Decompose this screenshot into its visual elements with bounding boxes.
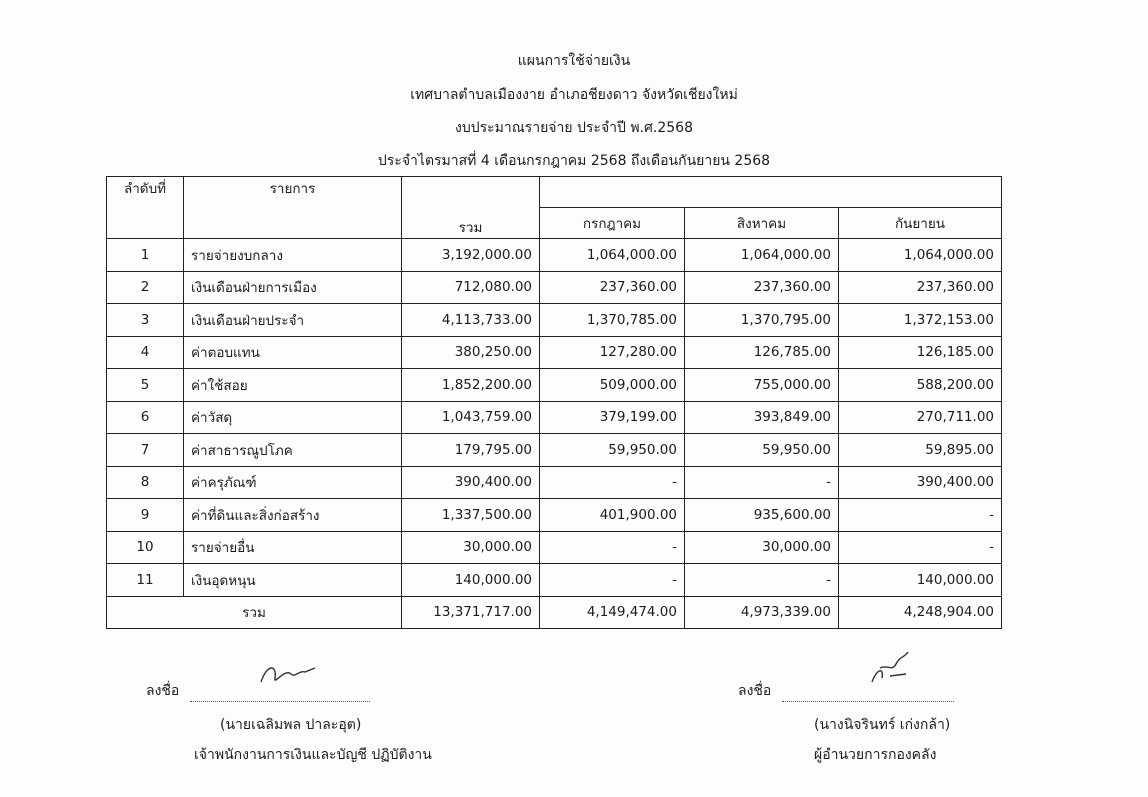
row-september: 59,895.00: [839, 434, 1002, 467]
row-item: เงินอุดหนุน: [184, 564, 402, 597]
row-august: 755,000.00: [685, 369, 839, 402]
document-title: แผนการใช้จ่ายเงิน: [517, 53, 631, 69]
row-august: -: [685, 564, 839, 597]
row-number: 2: [107, 271, 184, 304]
row-item: ค่าวัสดุ: [184, 401, 402, 434]
summary-label: รวม: [107, 596, 402, 628]
organization-line: เทศบาลตำบลเมืองงาย อำเภอชียงดาว จังหวัดเชียงใหม่: [410, 87, 738, 103]
row-september: 390,400.00: [839, 466, 1002, 499]
row-item: ค่าที่ดินและสิ่งก่อสร้าง: [184, 499, 402, 532]
table-row: [107, 336, 1002, 369]
right-signature-dots: [782, 701, 954, 702]
row-september: -: [839, 499, 1002, 532]
row-number: 5: [107, 369, 184, 402]
table-row: [107, 271, 1002, 304]
header-months-group: [540, 177, 1002, 208]
row-july: -: [540, 466, 685, 499]
row-total: 1,337,500.00: [402, 499, 540, 532]
row-september: 270,711.00: [839, 401, 1002, 434]
left-signer-name: (นายเฉลิมพล ปาละอุต): [220, 717, 362, 733]
summary-total: 13,371,717.00: [402, 596, 540, 628]
table-row: [107, 499, 1002, 532]
row-august: 30,000.00: [685, 531, 839, 564]
table-row: [107, 434, 1002, 467]
row-number: 10: [107, 531, 184, 564]
summary-september: 4,248,904.00: [839, 596, 1002, 628]
left-handwritten-signature: [255, 660, 325, 690]
right-handwritten-signature: [862, 646, 922, 690]
row-july: 1,370,785.00: [540, 304, 685, 337]
row-july: 379,199.00: [540, 401, 685, 434]
row-item: ค่าครุภัณฑ์: [184, 466, 402, 499]
row-total: 179,795.00: [402, 434, 540, 467]
row-item: รายจ่ายอื่น: [184, 531, 402, 564]
row-august: -: [685, 466, 839, 499]
header-no: ลำดับที่: [107, 177, 184, 239]
header-july: กรกฎาคม: [540, 208, 685, 239]
row-total: 3,192,000.00: [402, 239, 540, 272]
row-total: 1,043,759.00: [402, 401, 540, 434]
left-sign-label: ลงชื่อ: [146, 683, 180, 699]
row-number: 3: [107, 304, 184, 337]
row-august: 237,360.00: [685, 271, 839, 304]
row-total: 30,000.00: [402, 531, 540, 564]
table-row: [107, 304, 1002, 337]
summary-august: 4,973,339.00: [685, 596, 839, 628]
row-july: 401,900.00: [540, 499, 685, 532]
header-total: รวม: [402, 177, 540, 239]
row-july: 127,280.00: [540, 336, 685, 369]
row-september: 588,200.00: [839, 369, 1002, 402]
row-number: 6: [107, 401, 184, 434]
summary-row: [107, 596, 1002, 628]
table-row: [107, 401, 1002, 434]
row-august: 126,785.00: [685, 336, 839, 369]
row-number: 4: [107, 336, 184, 369]
period-line: ประจำไตรมาสที่ 4 เดือนกรกฎาคม 2568 ถึงเดือนกันยายน 2568: [377, 153, 771, 169]
left-signer-position: เจ้าพนักงานการเงินและบัญชี ปฏิบัติงาน: [194, 747, 432, 763]
table-row: [107, 239, 1002, 272]
row-september: -: [839, 531, 1002, 564]
row-august: 393,849.00: [685, 401, 839, 434]
row-july: -: [540, 564, 685, 597]
table-row: [107, 369, 1002, 402]
header-august: สิงหาคม: [685, 208, 839, 239]
row-total: 140,000.00: [402, 564, 540, 597]
row-item: เงินเดือนฝ่ายการเมือง: [184, 271, 402, 304]
row-august: 935,600.00: [685, 499, 839, 532]
row-july: 509,000.00: [540, 369, 685, 402]
header-september: กันยายน: [839, 208, 1002, 239]
table-header-row: [107, 177, 1002, 208]
row-august: 1,064,000.00: [685, 239, 839, 272]
row-item: เงินเดือนฝ่ายประจำ: [184, 304, 402, 337]
row-july: -: [540, 531, 685, 564]
row-total: 712,080.00: [402, 271, 540, 304]
row-number: 9: [107, 499, 184, 532]
table-row: [107, 564, 1002, 597]
row-september: 126,185.00: [839, 336, 1002, 369]
row-july: 1,064,000.00: [540, 239, 685, 272]
right-sign-label: ลงชื่อ: [738, 683, 772, 699]
row-total: 380,250.00: [402, 336, 540, 369]
row-september: 140,000.00: [839, 564, 1002, 597]
budget-line: งบประมาณรายจ่าย ประจำปี พ.ศ.2568: [455, 120, 693, 136]
row-july: 237,360.00: [540, 271, 685, 304]
left-signature-dots: [190, 701, 370, 702]
header-item: รายการ: [184, 177, 402, 239]
row-total: 390,400.00: [402, 466, 540, 499]
row-total: 1,852,200.00: [402, 369, 540, 402]
row-number: 1: [107, 239, 184, 272]
row-number: 7: [107, 434, 184, 467]
budget-table: [106, 176, 1002, 629]
row-september: 237,360.00: [839, 271, 1002, 304]
table-row: [107, 531, 1002, 564]
row-number: 11: [107, 564, 184, 597]
right-signer-name: (นางนิจรินทร์ เก่งกล้า): [814, 717, 951, 733]
row-item: ค่าใช้สอย: [184, 369, 402, 402]
row-total: 4,113,733.00: [402, 304, 540, 337]
right-signer-position: ผู้อำนวยการกองคลัง: [814, 747, 937, 763]
row-item: ค่าสาธารณูปโภค: [184, 434, 402, 467]
row-august: 59,950.00: [685, 434, 839, 467]
summary-july: 4,149,474.00: [540, 596, 685, 628]
row-september: 1,064,000.00: [839, 239, 1002, 272]
row-september: 1,372,153.00: [839, 304, 1002, 337]
row-august: 1,370,795.00: [685, 304, 839, 337]
row-july: 59,950.00: [540, 434, 685, 467]
row-item: ค่าตอบแทน: [184, 336, 402, 369]
table-row: [107, 466, 1002, 499]
row-item: รายจ่ายงบกลาง: [184, 239, 402, 272]
row-number: 8: [107, 466, 184, 499]
